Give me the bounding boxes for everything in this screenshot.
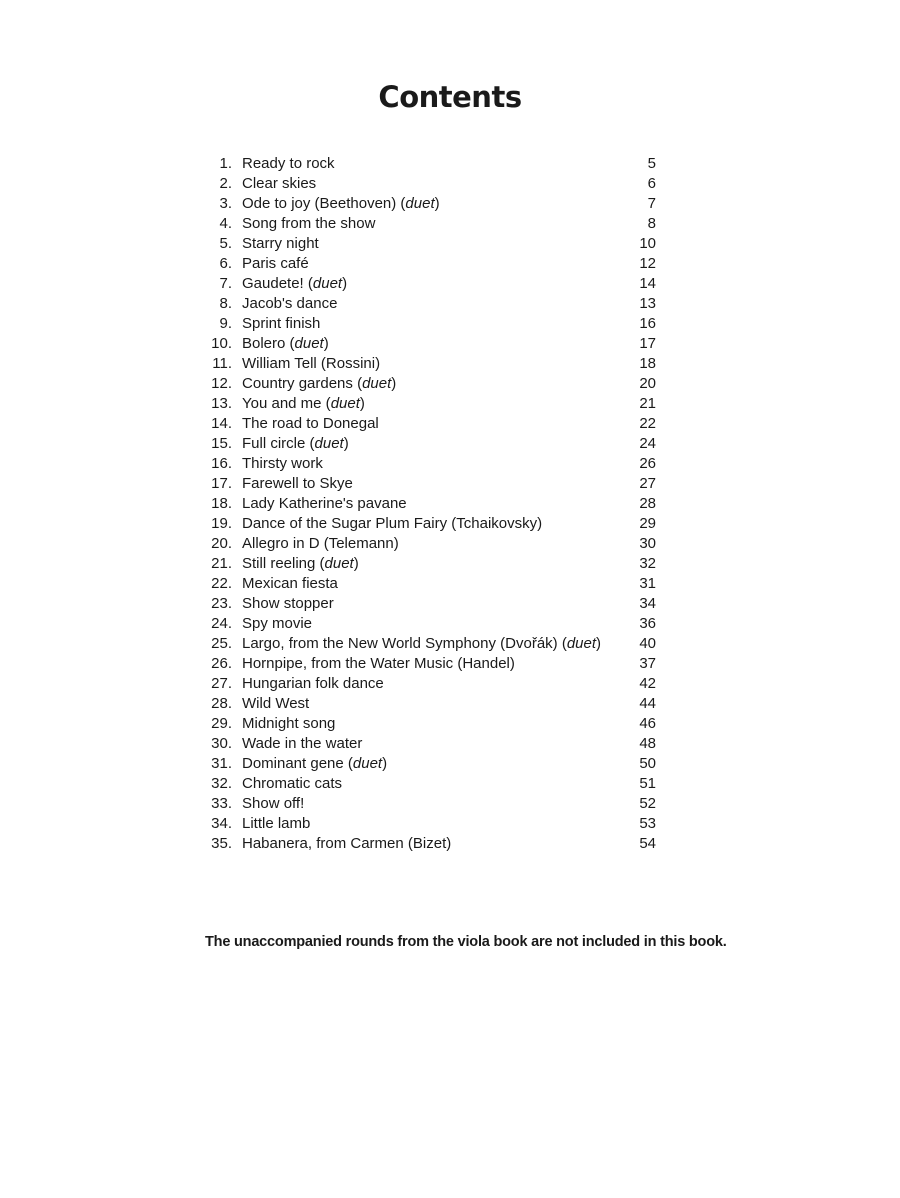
entry-page-number: 31 xyxy=(639,575,656,592)
contents-entry xyxy=(200,794,660,814)
entry-page-number: 48 xyxy=(639,735,656,752)
entry-title xyxy=(242,154,335,174)
entry-page-number: 5 xyxy=(647,155,656,172)
contents-entry xyxy=(200,554,660,574)
entry-title xyxy=(242,314,320,334)
entry-page-number: 7 xyxy=(647,195,656,212)
entry-title-text: Dominant gene ( xyxy=(242,755,353,772)
contents-entry xyxy=(200,154,660,174)
entry-duet-note: duet xyxy=(294,335,324,352)
entry-page-number: 12 xyxy=(639,255,656,272)
entry-number: 35. xyxy=(211,835,232,852)
entry-title xyxy=(242,334,329,354)
entry-duet-note: duet xyxy=(330,395,360,412)
entry-title-text: Country gardens ( xyxy=(242,375,363,392)
entry-number: 29. xyxy=(211,715,232,732)
contents-list xyxy=(200,154,660,854)
entry-page-number: 26 xyxy=(639,455,656,472)
entry-title xyxy=(242,294,337,314)
entry-title-text: Largo, from the New World Symphony (Dvořák) ( xyxy=(242,635,567,652)
entry-title-text: William Tell (Rossini) xyxy=(242,355,381,372)
entry-number: 17. xyxy=(211,475,232,492)
contents-entry xyxy=(200,654,660,674)
entry-number: 8. xyxy=(219,295,232,312)
entry-page-number: 32 xyxy=(639,555,656,572)
entry-title xyxy=(242,814,310,834)
contents-entry xyxy=(200,374,660,394)
entry-title xyxy=(242,234,319,254)
entry-title-suffix: ) xyxy=(434,195,440,212)
entry-title xyxy=(242,654,515,674)
footnote: The unaccompanied rounds from the viola book are not included in this book. xyxy=(205,934,727,950)
entry-page-number: 29 xyxy=(639,515,656,532)
entry-title-text: Chromatic cats xyxy=(242,775,343,792)
entry-title xyxy=(242,254,309,274)
entry-duet-note: duet xyxy=(405,195,435,212)
entry-duet-note: duet xyxy=(362,375,392,392)
entry-title xyxy=(242,374,396,394)
entry-page-number: 10 xyxy=(639,235,656,252)
entry-title xyxy=(242,174,316,194)
entry-number: 34. xyxy=(211,815,232,832)
entry-title-text: Bolero ( xyxy=(242,335,295,352)
entry-title-suffix: ) xyxy=(391,375,397,392)
entry-number: 30. xyxy=(211,735,232,752)
entry-title xyxy=(242,714,335,734)
entry-page-number: 34 xyxy=(639,595,656,612)
entry-page-number: 36 xyxy=(639,615,656,632)
entry-number: 9. xyxy=(219,315,232,332)
entry-duet-note: duet xyxy=(352,755,383,772)
entry-title xyxy=(242,454,323,474)
entry-title xyxy=(242,354,380,374)
entry-title-suffix: ) xyxy=(343,435,349,452)
entry-number: 11. xyxy=(212,355,232,372)
contents-entry xyxy=(200,714,660,734)
entry-title-text: Hornpipe, from the Water Music (Handel) xyxy=(242,655,515,672)
entry-page-number: 14 xyxy=(639,275,656,292)
entry-page-number: 30 xyxy=(639,535,656,552)
entry-title-text: Allegro in D (Telemann) xyxy=(242,535,399,552)
entry-page-number: 6 xyxy=(647,175,656,192)
contents-entry xyxy=(200,454,660,474)
contents-entry xyxy=(200,354,660,374)
contents-entry xyxy=(200,494,660,514)
entry-duet-note: duet xyxy=(566,635,597,652)
entry-page-number: 52 xyxy=(639,795,656,812)
entry-title-text: Habanera, from Carmen (Bizet) xyxy=(242,835,452,852)
entry-page-number: 28 xyxy=(639,495,656,512)
contents-entry xyxy=(200,614,660,634)
entry-page-number: 18 xyxy=(639,355,656,372)
entry-title-suffix: ) xyxy=(342,275,348,292)
entry-title-text: Sprint finish xyxy=(242,315,321,332)
entry-title-text: Spy movie xyxy=(242,615,313,632)
entry-number: 19. xyxy=(211,515,232,532)
entry-number: 4. xyxy=(219,215,232,232)
entry-title xyxy=(242,474,353,494)
entry-number: 25. xyxy=(211,635,232,652)
entry-title-text: Ready to rock xyxy=(242,155,335,172)
entry-page-number: 44 xyxy=(639,695,656,712)
entry-title-text: You and me ( xyxy=(242,395,331,412)
contents-entry xyxy=(200,194,660,214)
entry-title xyxy=(242,394,365,414)
entry-page-number: 13 xyxy=(639,295,656,312)
entry-page-number: 27 xyxy=(639,475,656,492)
entry-title-text: Midnight song xyxy=(242,715,336,732)
contents-entry xyxy=(200,474,660,494)
contents-entry xyxy=(200,694,660,714)
entry-title xyxy=(242,674,384,694)
contents-entry xyxy=(200,254,660,274)
entry-title-text: Little lamb xyxy=(242,815,311,832)
entry-page-number: 46 xyxy=(639,715,656,732)
entry-title xyxy=(242,794,304,814)
entry-number: 33. xyxy=(211,795,232,812)
entry-page-number: 22 xyxy=(639,415,656,432)
contents-entry xyxy=(200,674,660,694)
entry-title-suffix: ) xyxy=(382,755,388,772)
entry-number: 22. xyxy=(211,575,232,592)
entry-title xyxy=(242,434,349,454)
entry-title xyxy=(242,194,440,214)
entry-number: 18. xyxy=(211,495,232,512)
entry-title-suffix: ) xyxy=(353,555,359,572)
entry-number: 27. xyxy=(211,675,232,692)
page-title: Contents xyxy=(378,80,522,114)
entry-number: 7. xyxy=(219,275,232,292)
entry-number: 3. xyxy=(219,195,232,212)
contents-entry xyxy=(200,314,660,334)
entry-title-text: Show off! xyxy=(242,795,305,812)
entry-number: 10. xyxy=(211,335,232,352)
entry-page-number: 21 xyxy=(639,395,656,412)
entry-duet-note: duet xyxy=(314,435,344,452)
entry-title-suffix: ) xyxy=(323,335,329,352)
contents-entry xyxy=(200,434,660,454)
entry-title-text: Jacob's dance xyxy=(242,295,338,312)
contents-entry xyxy=(200,214,660,234)
entry-number: 1. xyxy=(219,155,232,172)
entry-number: 15. xyxy=(211,435,232,452)
entry-number: 26. xyxy=(211,655,232,672)
entry-number: 28. xyxy=(211,695,232,712)
contents-entry xyxy=(200,394,660,414)
entry-number: 12. xyxy=(211,375,232,392)
contents-entry xyxy=(200,294,660,314)
entry-title-text: Full circle ( xyxy=(242,435,315,452)
entry-number: 24. xyxy=(211,615,232,632)
entry-page-number: 51 xyxy=(639,775,656,792)
entry-title-text: Thirsty work xyxy=(242,455,323,472)
entry-number: 21. xyxy=(211,555,232,572)
entry-number: 13. xyxy=(211,395,232,412)
contents-entry xyxy=(200,274,660,294)
entry-page-number: 42 xyxy=(639,675,656,692)
entry-title-text: Wild West xyxy=(242,695,310,712)
entry-title xyxy=(242,574,338,594)
entry-title xyxy=(242,614,312,634)
entry-page-number: 40 xyxy=(639,635,656,652)
contents-entry xyxy=(200,414,660,434)
entry-title-text: Gaudete! ( xyxy=(242,275,313,292)
contents-entry xyxy=(200,334,660,354)
entry-number: 16. xyxy=(211,455,232,472)
contents-entry xyxy=(200,734,660,754)
entry-title-suffix: ) xyxy=(596,635,602,652)
contents-entry xyxy=(200,514,660,534)
entry-title-text: Ode to joy (Beethoven) ( xyxy=(242,195,406,212)
contents-entry xyxy=(200,174,660,194)
contents-entry xyxy=(200,594,660,614)
entry-title-suffix: ) xyxy=(359,395,365,412)
contents-entry xyxy=(200,574,660,594)
entry-title xyxy=(242,634,601,654)
entry-title-text: Starry night xyxy=(242,235,319,252)
entry-title-text: Wade in the water xyxy=(242,735,363,752)
entry-title-text: Mexican fiesta xyxy=(242,575,338,592)
contents-entry xyxy=(200,234,660,254)
entry-title xyxy=(242,774,342,794)
entry-title-text: Still reeling ( xyxy=(242,555,325,572)
contents-entry xyxy=(200,634,660,654)
entry-title xyxy=(242,494,407,514)
entry-page-number: 54 xyxy=(639,835,656,852)
entry-title xyxy=(242,694,309,714)
contents-entry xyxy=(200,814,660,834)
contents-entry xyxy=(200,774,660,794)
entry-title xyxy=(242,754,387,774)
entry-title-text: Song from the show xyxy=(242,215,376,232)
entry-page-number: 17 xyxy=(639,335,656,352)
entry-number: 23. xyxy=(211,595,232,612)
entry-title xyxy=(242,594,334,614)
entry-title xyxy=(242,554,359,574)
entry-title xyxy=(242,214,375,234)
entry-title-text: Show stopper xyxy=(242,595,334,612)
entry-number: 14. xyxy=(211,415,232,432)
entry-title xyxy=(242,534,399,554)
entry-page-number: 24 xyxy=(639,435,656,452)
contents-entry xyxy=(200,534,660,554)
entry-title xyxy=(242,834,451,854)
entry-title-text: The road to Donegal xyxy=(242,415,379,432)
entry-number: 32. xyxy=(211,775,232,792)
contents-entry xyxy=(200,834,660,854)
entry-page-number: 37 xyxy=(639,655,656,672)
entry-title xyxy=(242,734,362,754)
entry-number: 6. xyxy=(219,255,232,272)
entry-page-number: 16 xyxy=(639,315,656,332)
entry-number: 2. xyxy=(219,175,232,192)
entry-title-text: Dance of the Sugar Plum Fairy (Tchaikovsky) xyxy=(242,515,543,532)
entry-duet-note: duet xyxy=(312,275,343,292)
entry-number: 5. xyxy=(219,235,232,252)
entry-title-text: Lady Katherine's pavane xyxy=(242,495,407,512)
entry-page-number: 53 xyxy=(639,815,656,832)
entry-title xyxy=(242,274,347,294)
entry-title xyxy=(242,414,379,434)
entry-page-number: 20 xyxy=(639,375,656,392)
entry-number: 20. xyxy=(211,535,232,552)
entry-title-text: Hungarian folk dance xyxy=(242,675,384,692)
entry-title-text: Clear skies xyxy=(242,175,317,192)
entry-page-number: 8 xyxy=(647,215,656,232)
entry-page-number: 50 xyxy=(639,755,656,772)
entry-duet-note: duet xyxy=(324,555,354,572)
contents-entry xyxy=(200,754,660,774)
entry-number: 31. xyxy=(211,755,232,772)
entry-title-text: Paris café xyxy=(242,255,309,272)
entry-title-text: Farewell to Skye xyxy=(242,475,353,492)
entry-title xyxy=(242,514,542,534)
